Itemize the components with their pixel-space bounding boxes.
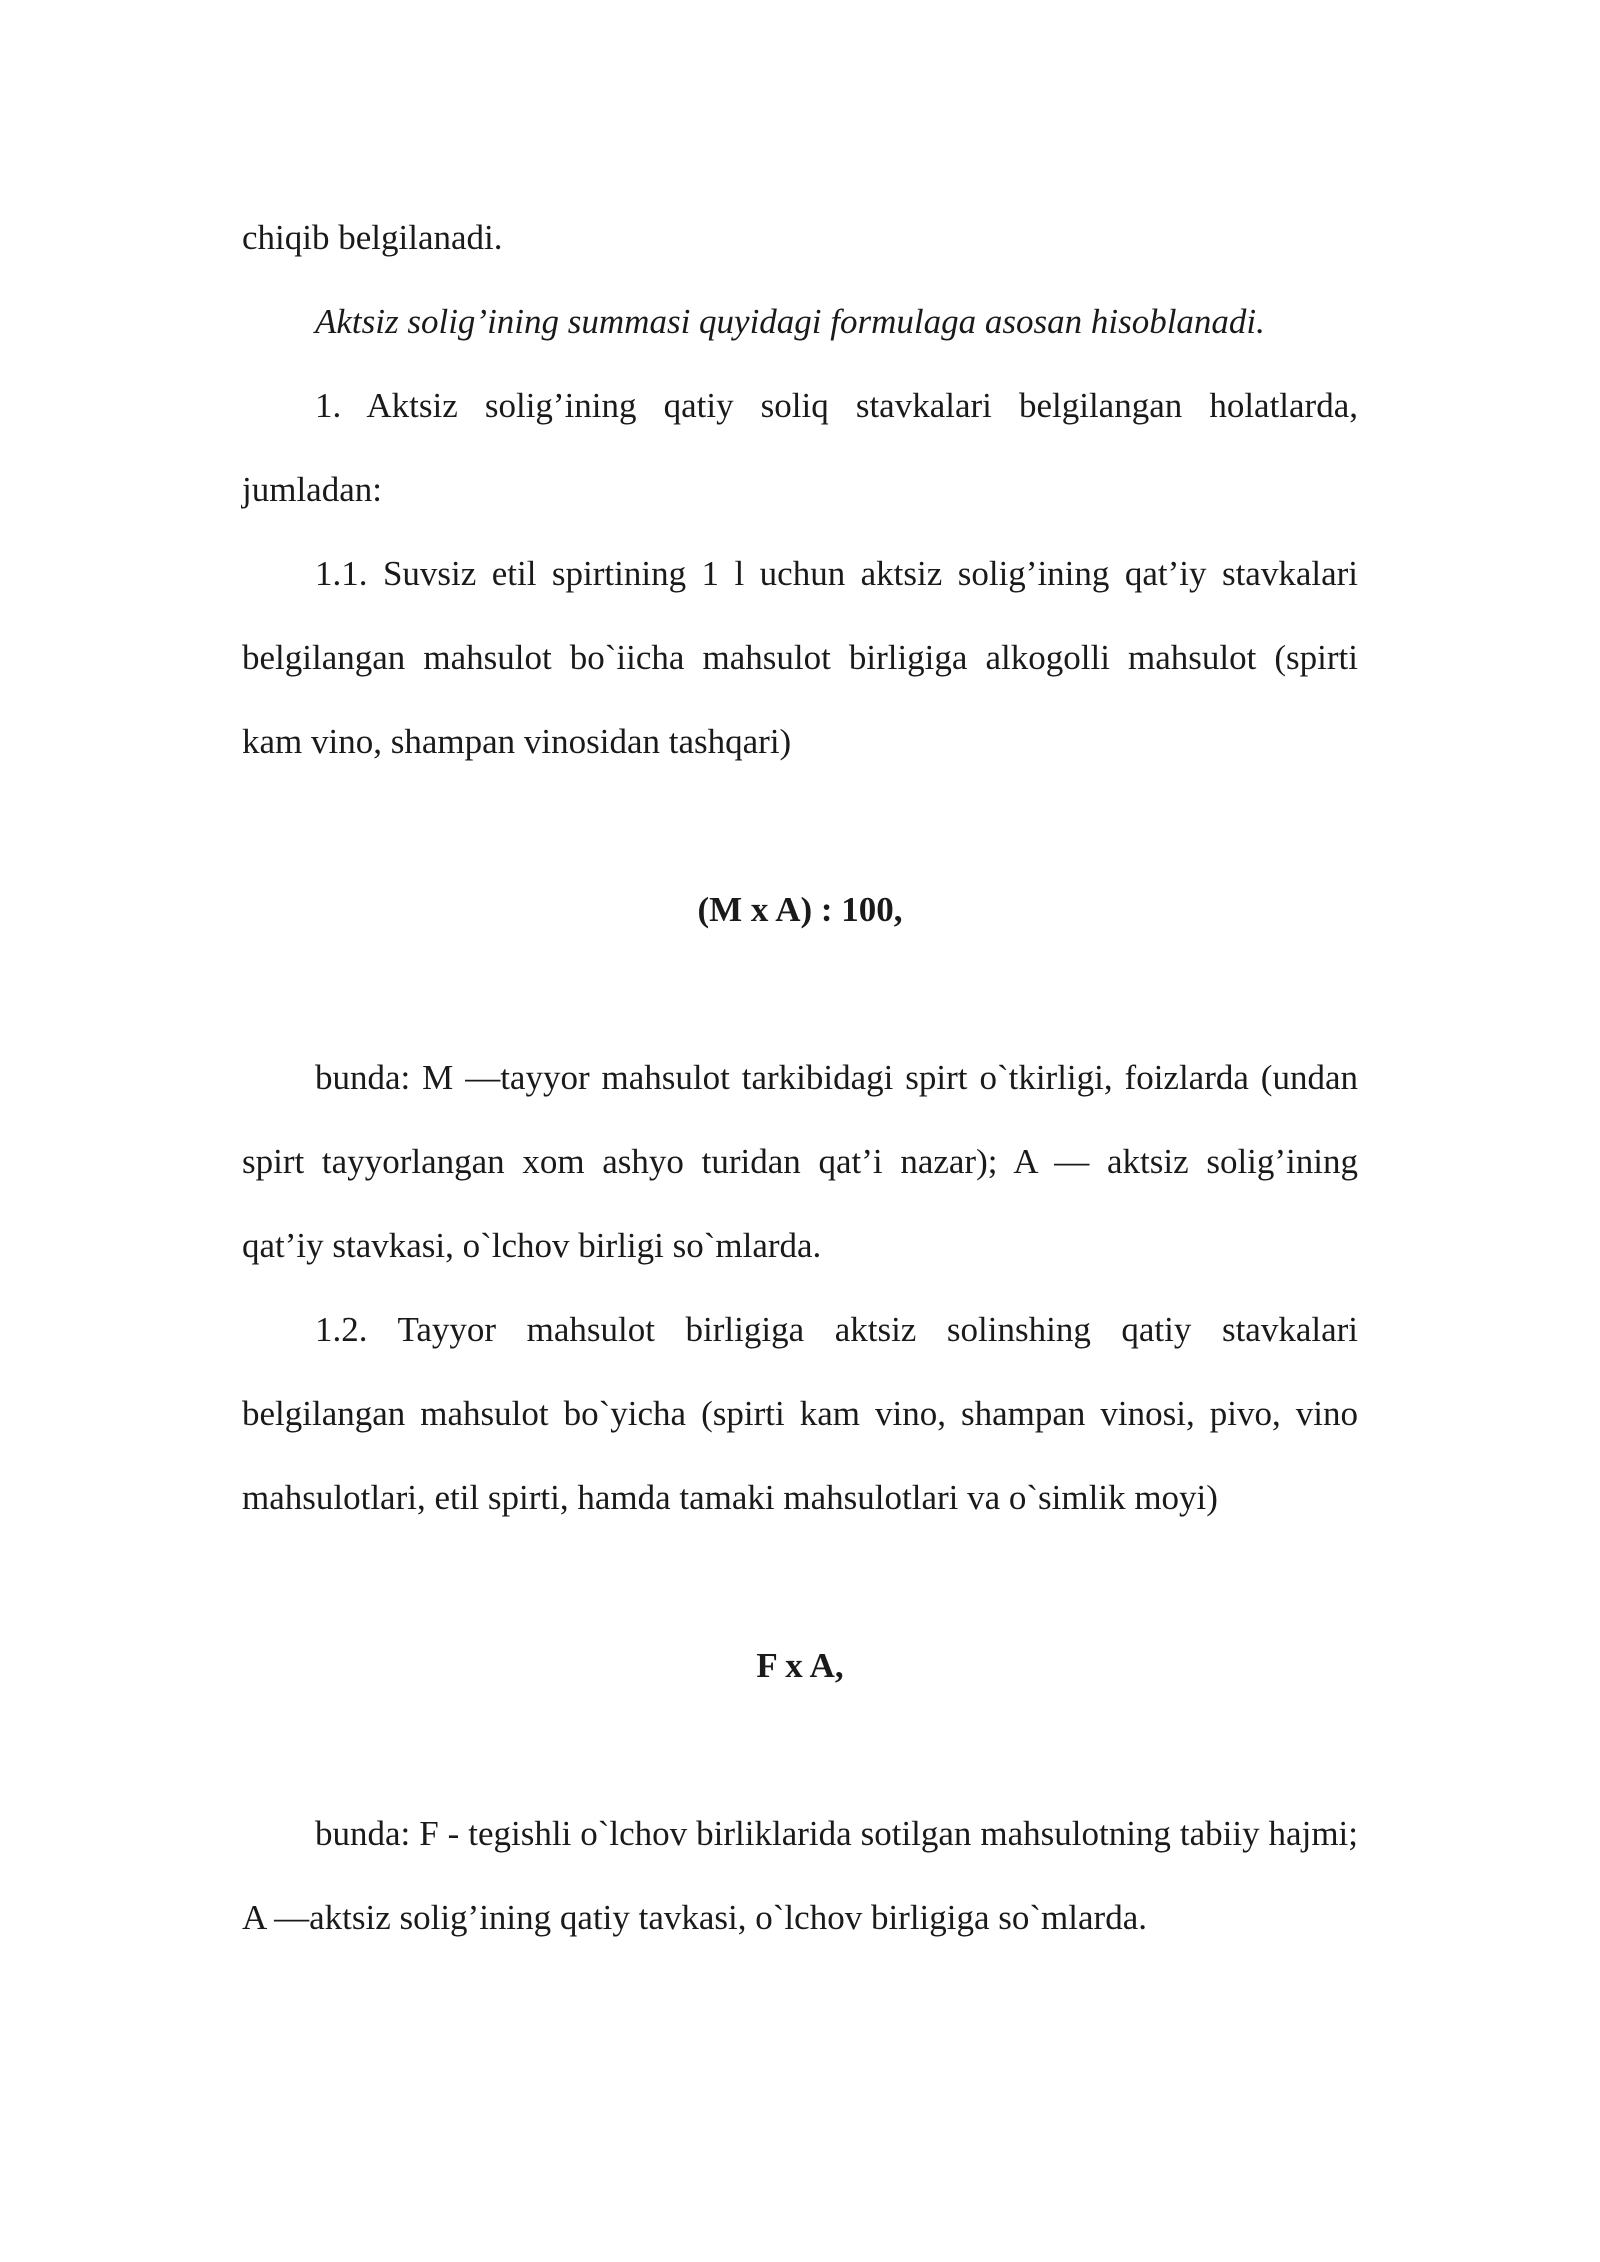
spacer — [242, 1708, 1358, 1792]
spacer — [242, 784, 1358, 868]
spacer — [242, 952, 1358, 1036]
paragraph-formula-1-explanation: bunda: M —tayyor mahsulot tarkibidagi spirt o`tkirligi, foizlarda (undan spirt tayyorlangan xom ashyo turidan qat’i nazar); A — aktsiz solig’ining qat’iy stavkasi, o`lchov birligi so`mlarda. — [242, 1058, 1358, 1265]
paragraph-intro: Aktsiz solig’ining summasi quyidagi formulaga asosan hisoblanadi. — [315, 302, 1265, 341]
paragraph-continuation: chiqib belgilanadi. — [242, 218, 503, 257]
document-body — [242, 196, 1358, 1960]
paragraph-item-1-1: 1.1. Suvsiz etil spirtining 1 l uchun aktsiz solig’ining qat’iy stavkalari belgilangan mahsulot bo`iicha mahsulot birligiga alkogolli mahsulot (spirti kam vino, shampan vinosidan tashqari) — [242, 554, 1358, 761]
paragraph-formula-2-explanation: bunda: F - tegishli o`lchov birliklarida sotilgan mahsulotning tabiiy hajmi; A —aktsiz solig’ining qatiy tavkasi, o`lchov birligiga so`mlarda. — [242, 1814, 1358, 1937]
paragraph-item-1: 1. Aktsiz solig’ining qatiy soliq stavkalari belgilangan holatlarda, jumladan: — [242, 386, 1358, 509]
spacer — [242, 1540, 1358, 1624]
paragraph-item-1-2: 1.2. Tayyor mahsulot birligiga aktsiz solinshing qatiy stavkalari belgilangan mahsulot bo`yicha (spirti kam vino, shampan vinosi, pivo, vino mahsulotlari, etil spirti, hamda tamaki mahsulotlari va o`simlik moyi) — [242, 1310, 1358, 1517]
formula-1: (M x A) : 100, — [697, 890, 903, 929]
formula-2: F x A, — [756, 1646, 844, 1685]
